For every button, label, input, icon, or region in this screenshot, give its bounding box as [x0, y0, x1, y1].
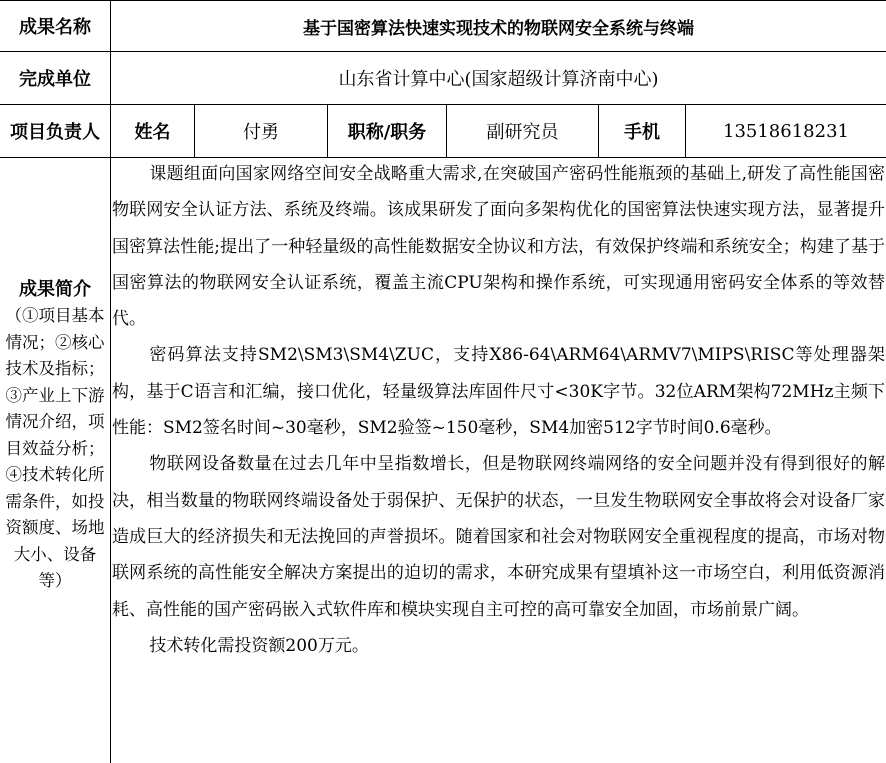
summary-paragraph: 密码算法支持SM2\SM3\SM4\ZUC，支持X86-64\ARM64\ARMV7\MIPS\RISC等处理器架构，基于C语言和汇编，接口优化，轻量级算法库固件尺寸<30K字节。32位ARM架构72MHz主频下性能：SM2签名时间~30毫秒，SM2验签~150毫秒，SM4加密512字节时间0.6毫秒。	[112, 345, 885, 439]
result-name-label: 成果名称	[19, 17, 91, 38]
summary-instructions: （①项目基本情况；②核心技术及指标；③产业上下游情况介绍，项目效益分析；④技术转化所需条件，如投资额度、场地大小、设备等）	[5, 306, 105, 590]
summary-label-cell	[0, 277, 110, 595]
summary-paragraph: 技术转化需投资额200万元。	[149, 635, 369, 656]
summary-content	[112, 156, 885, 664]
job-title-label: 职称/职务	[347, 122, 427, 143]
organization-value: 山东省计算中心(国家超级计算济南中心)	[338, 69, 659, 90]
summary-label: 成果简介	[19, 279, 91, 300]
name-value: 付勇	[243, 122, 279, 143]
summary-paragraph: 课题组面向国家网络空间安全战略重大需求,在突破国产密码性能瓶颈的基础上,研发了高性能国密物联网安全认证方法、系统及终端。该成果研发了面向多架构优化的国密算法快速实现方法，显著提升国密算法性能;提出了一种轻量级的高性能数据安全协议和方法，有效保护终端和系统安全；构建了基于国密算法的物联网安全认证系统，覆盖主流CPU架构和操作系统，可实现通用密码安全体系的等效替代。	[112, 164, 885, 330]
summary-paragraph: 物联网设备数量在过去几年中呈指数增长，但是物联网终端网络的安全问题并没有得到很好的解决，相当数量的物联网终端设备处于弱保护、无保护的状态，一旦发生物联网安全事故将会对设备厂家造成巨大的经济损失和无法挽回的声誉损坏。随着国家和社会对物联网安全重视程度的提高，市场对物联网系统的高性能安全解决方案提出的迫切的需求，本研究成果有望填补这一市场空白，利用低资源消耗、高性能的国产密码嵌入式软件库和模块实现自主可控的高可靠安全加固，市场前景广阔。	[112, 454, 885, 620]
job-title-value: 副研究员	[486, 122, 559, 143]
phone-label: 手机	[624, 122, 660, 143]
phone-value: 13518618231	[723, 120, 849, 142]
name-label: 姓名	[134, 122, 171, 143]
result-name-value: 基于国密算法快速实现技术的物联网安全系统与终端	[303, 18, 694, 39]
organization-label: 完成单位	[19, 69, 91, 90]
project-leader-label: 项目负责人	[10, 122, 100, 143]
